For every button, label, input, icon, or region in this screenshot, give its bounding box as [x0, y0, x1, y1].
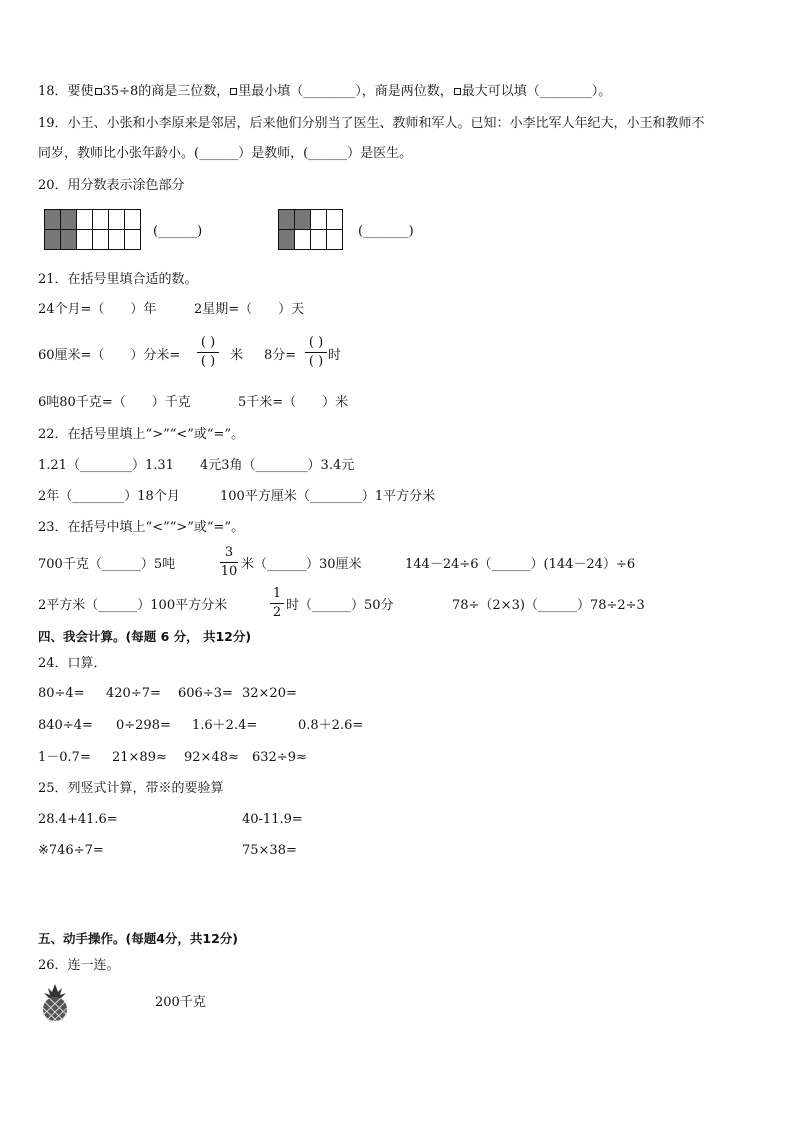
fraction-grid-1	[44, 209, 141, 250]
q24-title: 24．口算．	[38, 656, 107, 671]
q21-r1b: 2星期=（ ）天	[194, 302, 305, 317]
q24-item: 92×48≈	[184, 750, 239, 765]
q21-r2a-unit: 米	[230, 348, 244, 363]
q24-item: 21×89≈	[112, 750, 167, 765]
q21-r2b-unit: 时	[328, 348, 342, 363]
q23-r1a: 700千克（______）5吨	[38, 557, 176, 572]
q23-r1c: 144－24÷6（______）(144－24）÷6	[405, 557, 636, 572]
q25-title: 25．列竖式计算，带※的要验算	[38, 781, 224, 796]
section-5-heading: 五、动手操作。(每题4分，共12分)	[38, 931, 239, 946]
q23-r2c: 78÷（2×3)（______）78÷2÷3	[452, 598, 645, 613]
q24-item: 32×20=	[242, 686, 297, 701]
q25-r1b: 40-11.9=	[242, 812, 303, 827]
q24-item: 420÷7=	[106, 686, 161, 701]
box-icon	[95, 88, 102, 95]
q20-blank2[interactable]: (_______)	[358, 224, 414, 239]
q26-label[interactable]: 200千克	[155, 995, 206, 1010]
q21-r3b: 5千米=（ ）米	[238, 395, 349, 410]
box-icon	[454, 88, 461, 95]
q23-r2b: 时（______）50分	[286, 598, 394, 613]
q24-item: 80÷4=	[38, 686, 85, 701]
pineapple-icon	[38, 982, 72, 1022]
q24-item: 1.6＋2.4=	[192, 718, 258, 733]
q24-item: 0.8＋2.6=	[298, 718, 364, 733]
q24-item: 632÷9≈	[252, 750, 307, 765]
q24-item: 840÷4=	[38, 718, 93, 733]
q22-r2b: 100平方厘米（________）1平方分米	[220, 489, 436, 504]
q24-item: 0÷298=	[116, 718, 171, 733]
q19-line2: 同岁，教师比小张年龄小。(______）是教师，(______）是医生。	[38, 146, 413, 161]
q22-r1a: 1.21（________）1.31	[38, 458, 174, 473]
q23-fraction-2: 1 2	[270, 586, 284, 621]
q22-title: 22．在括号里填上“>”“<”或“=”。	[38, 427, 245, 442]
q23-fraction-1: 3 10	[220, 545, 238, 579]
q25-r1a: 28.4+41.6=	[38, 812, 118, 827]
fraction-grid-2	[278, 209, 343, 250]
box-icon	[230, 88, 237, 95]
q24-item: 606÷3=	[178, 686, 233, 701]
q25-r2b: 75×38=	[242, 843, 297, 858]
q20-blank1[interactable]: (______)	[153, 224, 203, 239]
q21-r1a: 24个月=（ ）年	[38, 302, 157, 317]
q19-line1: 19．小王、小张和小李原来是邻居，后来他们分别当了医生、教师和军人。已知：小李比军人年纪大，小王和教师不	[38, 116, 705, 131]
q20-title: 20．用分数表示涂色部分	[38, 178, 185, 193]
q21-r3a: 6吨80千克=（ ）千克	[38, 395, 191, 410]
q23-title: 23．在括号中填上“<”“>”或“=”。	[38, 520, 245, 535]
q21-fraction-1: ( ) ( )	[197, 335, 219, 370]
q21-r2a: 60厘米=（ ）分米=	[38, 348, 181, 363]
q18-line: 18．要使 35÷8的商是三位数， 里最小填（________），商是两位数， 最大可以填（________）。	[38, 84, 612, 99]
q21-r2b: 8分=	[264, 348, 297, 363]
q21-fraction-2: ( ) ( )	[305, 335, 327, 370]
q26-title: 26．连一连。	[38, 958, 120, 973]
q23-r1b: 米（______）30厘米	[241, 557, 362, 572]
section-4-heading: 四、我会计算。(每题 6 分， 共12分)	[38, 629, 252, 644]
q25-r2a: ※746÷7=	[38, 843, 104, 858]
q22-r1b: 4元3角（________）3.4元	[200, 458, 355, 473]
q21-title: 21．在括号里填合适的数。	[38, 272, 198, 287]
q24-item: 1－0.7=	[38, 750, 91, 765]
q22-r2a: 2年（________）18个月	[38, 489, 180, 504]
q23-r2a: 2平方米（______）100平方分米	[38, 598, 228, 613]
